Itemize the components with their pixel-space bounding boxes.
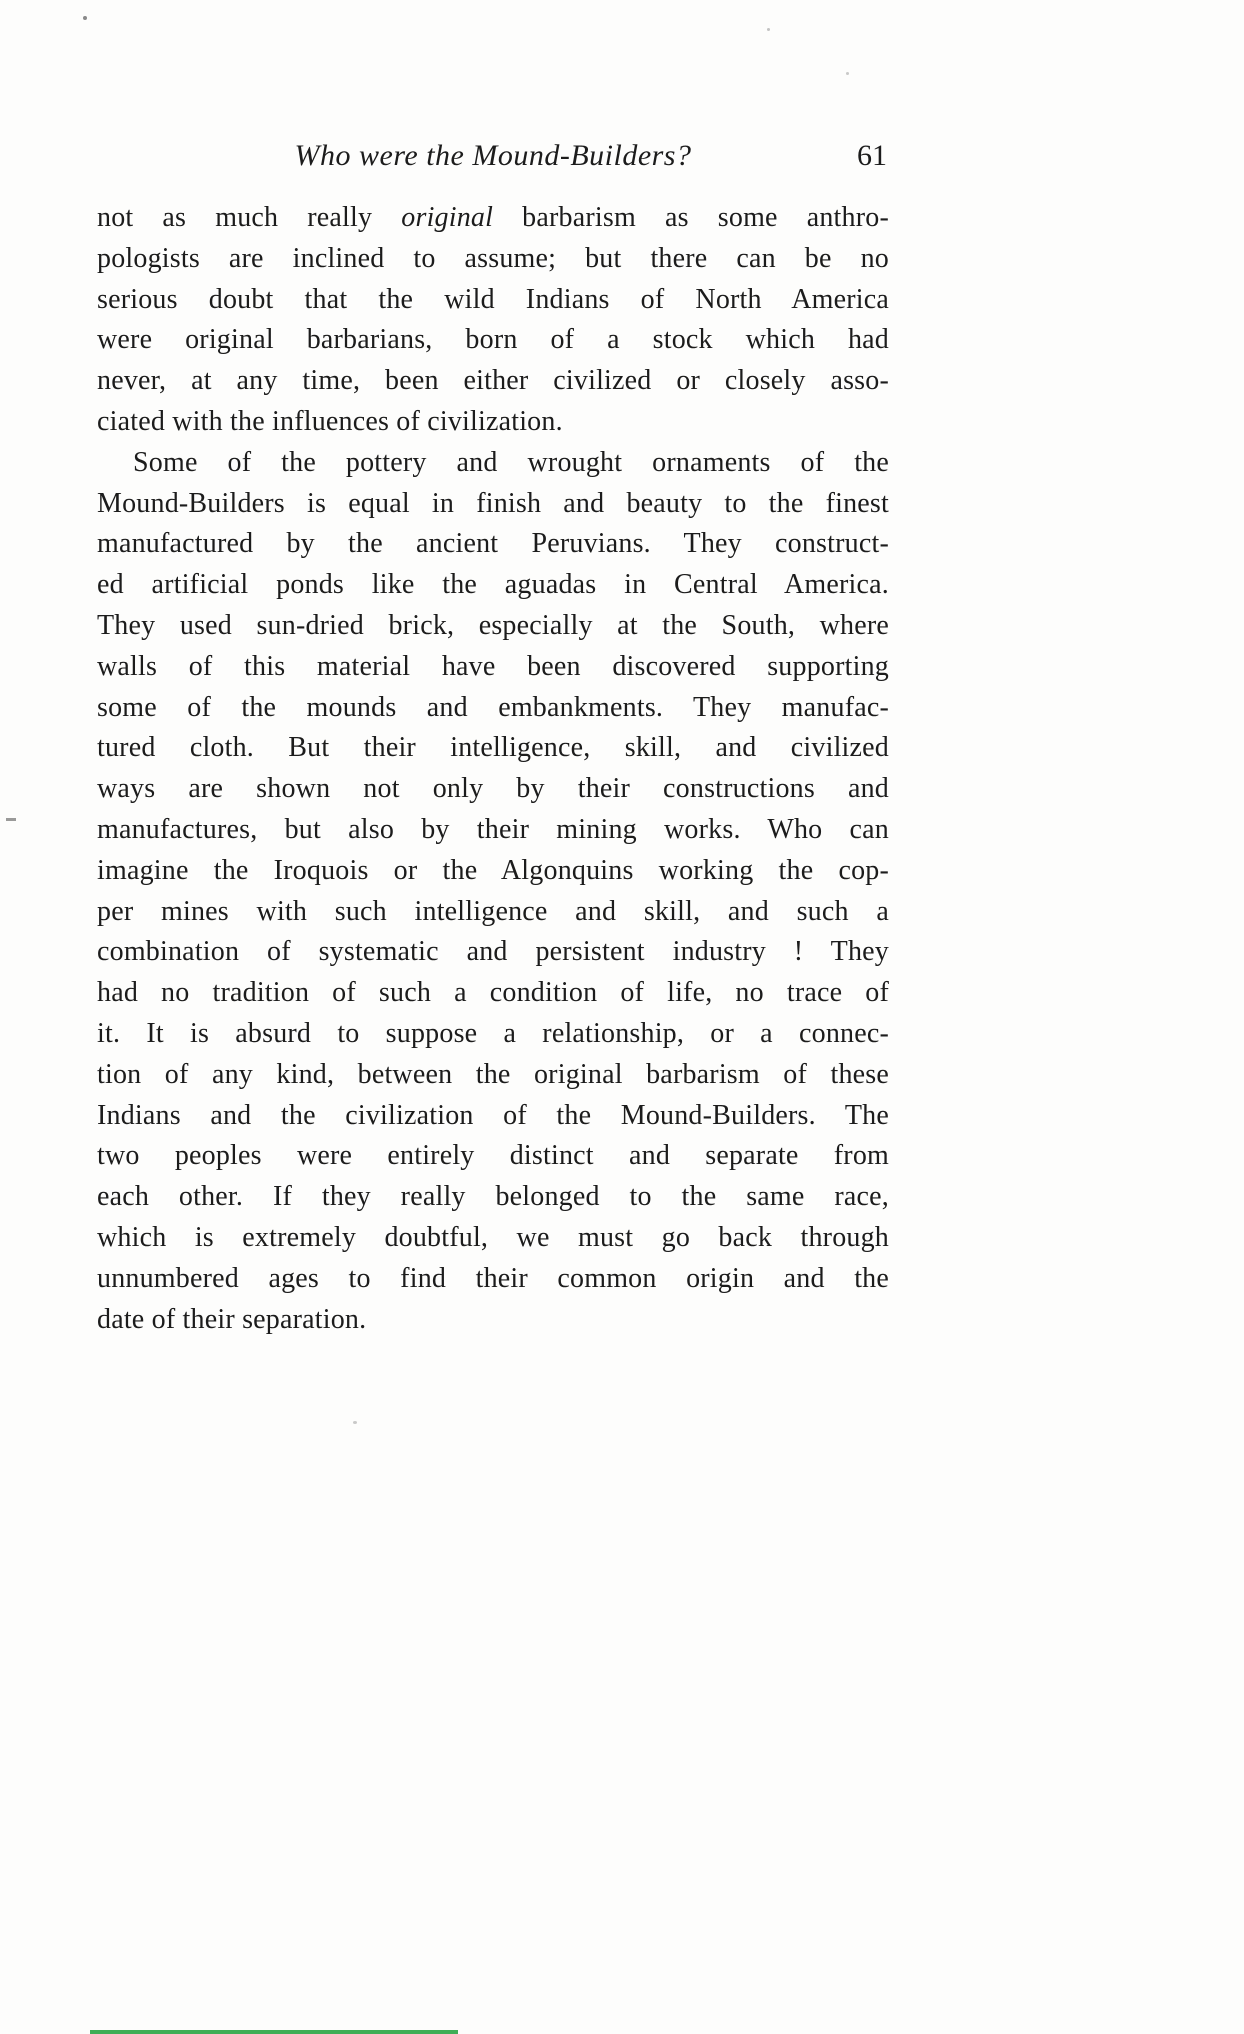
text-body <box>97 198 889 1340</box>
text-line <box>97 851 889 892</box>
body-text: not as much really <box>97 202 402 233</box>
scan-speck <box>767 28 770 31</box>
text-line <box>97 484 889 525</box>
text-line <box>97 320 889 361</box>
body-text: ciated with the influences of civilization. <box>97 405 563 437</box>
text-line <box>97 361 889 402</box>
text-line <box>97 280 889 321</box>
body-text: date of their separation. <box>97 1303 367 1335</box>
text-line <box>97 443 889 484</box>
body-text: never, at any time, been either civilized or closely asso- <box>97 365 889 397</box>
body-text: manufactured by the ancient Peruvians. They construct- <box>97 528 889 560</box>
body-text: two peoples were entirely distinct and separate from <box>97 1140 889 1172</box>
text-line <box>97 1014 889 1055</box>
scan-speck <box>846 72 849 75</box>
text-line <box>97 524 889 565</box>
text-line <box>97 1177 889 1218</box>
text-line <box>97 1259 889 1300</box>
body-text: barbarism as some anthro- <box>493 202 889 233</box>
scan-speck <box>353 1421 357 1424</box>
text-line <box>97 606 889 647</box>
text-line <box>97 1096 889 1137</box>
text-line <box>97 647 889 688</box>
text-line <box>97 973 889 1014</box>
text-line <box>97 769 889 810</box>
body-text: serious doubt that the wild Indians of North America <box>97 283 889 315</box>
text-line <box>97 728 889 769</box>
body-text: imagine the Iroquois or the Algonquins working the cop- <box>97 854 889 886</box>
body-text: tured cloth. But their intelligence, skill, and civilized <box>97 732 889 764</box>
body-text: They used sun-dried brick, especially at the South, where <box>97 609 889 641</box>
body-text: ed artificial ponds like the aguadas in Central America. <box>97 569 889 601</box>
text-line <box>97 810 889 851</box>
scan-dash-mark <box>6 818 16 821</box>
text-line <box>97 198 889 239</box>
body-text: walls of this material have been discovered supporting <box>97 650 889 682</box>
body-text: each other. If they really belonged to the same race, <box>97 1181 889 1213</box>
body-text: which is extremely doubtful, we must go back through <box>97 1221 889 1253</box>
body-text: pologists are inclined to assume; but there can be no <box>97 242 889 274</box>
page-number: 61 <box>857 139 887 172</box>
running-header <box>97 134 889 178</box>
body-text: Some of the pottery and wrought ornaments of the <box>133 446 889 478</box>
scan-edge-green-strip <box>90 2030 458 2034</box>
body-text: were original barbarians, born of a stock which had <box>97 324 889 356</box>
body-text: manufactures, but also by their mining works. Who can <box>97 813 889 845</box>
body-text: some of the mounds and embankments. They manufac- <box>97 691 889 723</box>
body-text: ways are shown not only by their constructions and <box>97 773 889 805</box>
text-line <box>97 932 889 973</box>
body-text: unnumbered ages to find their common origin and the <box>97 1262 889 1294</box>
text-line <box>97 688 889 729</box>
emphasized-text: original <box>401 202 494 233</box>
text-line <box>97 1300 889 1341</box>
text-line <box>97 892 889 933</box>
text-line <box>97 1136 889 1177</box>
text-line <box>97 1218 889 1259</box>
scan-speck <box>83 16 87 20</box>
body-text: combination of systematic and persistent industry ! They <box>97 936 889 968</box>
body-text: it. It is absurd to suppose a relationship, or a connec- <box>97 1017 889 1049</box>
text-line <box>97 1055 889 1096</box>
running-header-title: Who were the Mound-Builders? <box>294 139 692 172</box>
text-line <box>97 239 889 280</box>
body-text: had no tradition of such a condition of life, no trace of <box>97 977 889 1009</box>
body-text: per mines with such intelligence and skill, and such a <box>97 895 889 927</box>
text-line <box>97 402 889 443</box>
text-line <box>97 565 889 606</box>
body-text: Mound-Builders is equal in finish and beauty to the finest <box>97 487 889 519</box>
body-text: Indians and the civilization of the Mound-Builders. The <box>97 1099 889 1131</box>
body-text: tion of any kind, between the original barbarism of these <box>97 1058 889 1090</box>
